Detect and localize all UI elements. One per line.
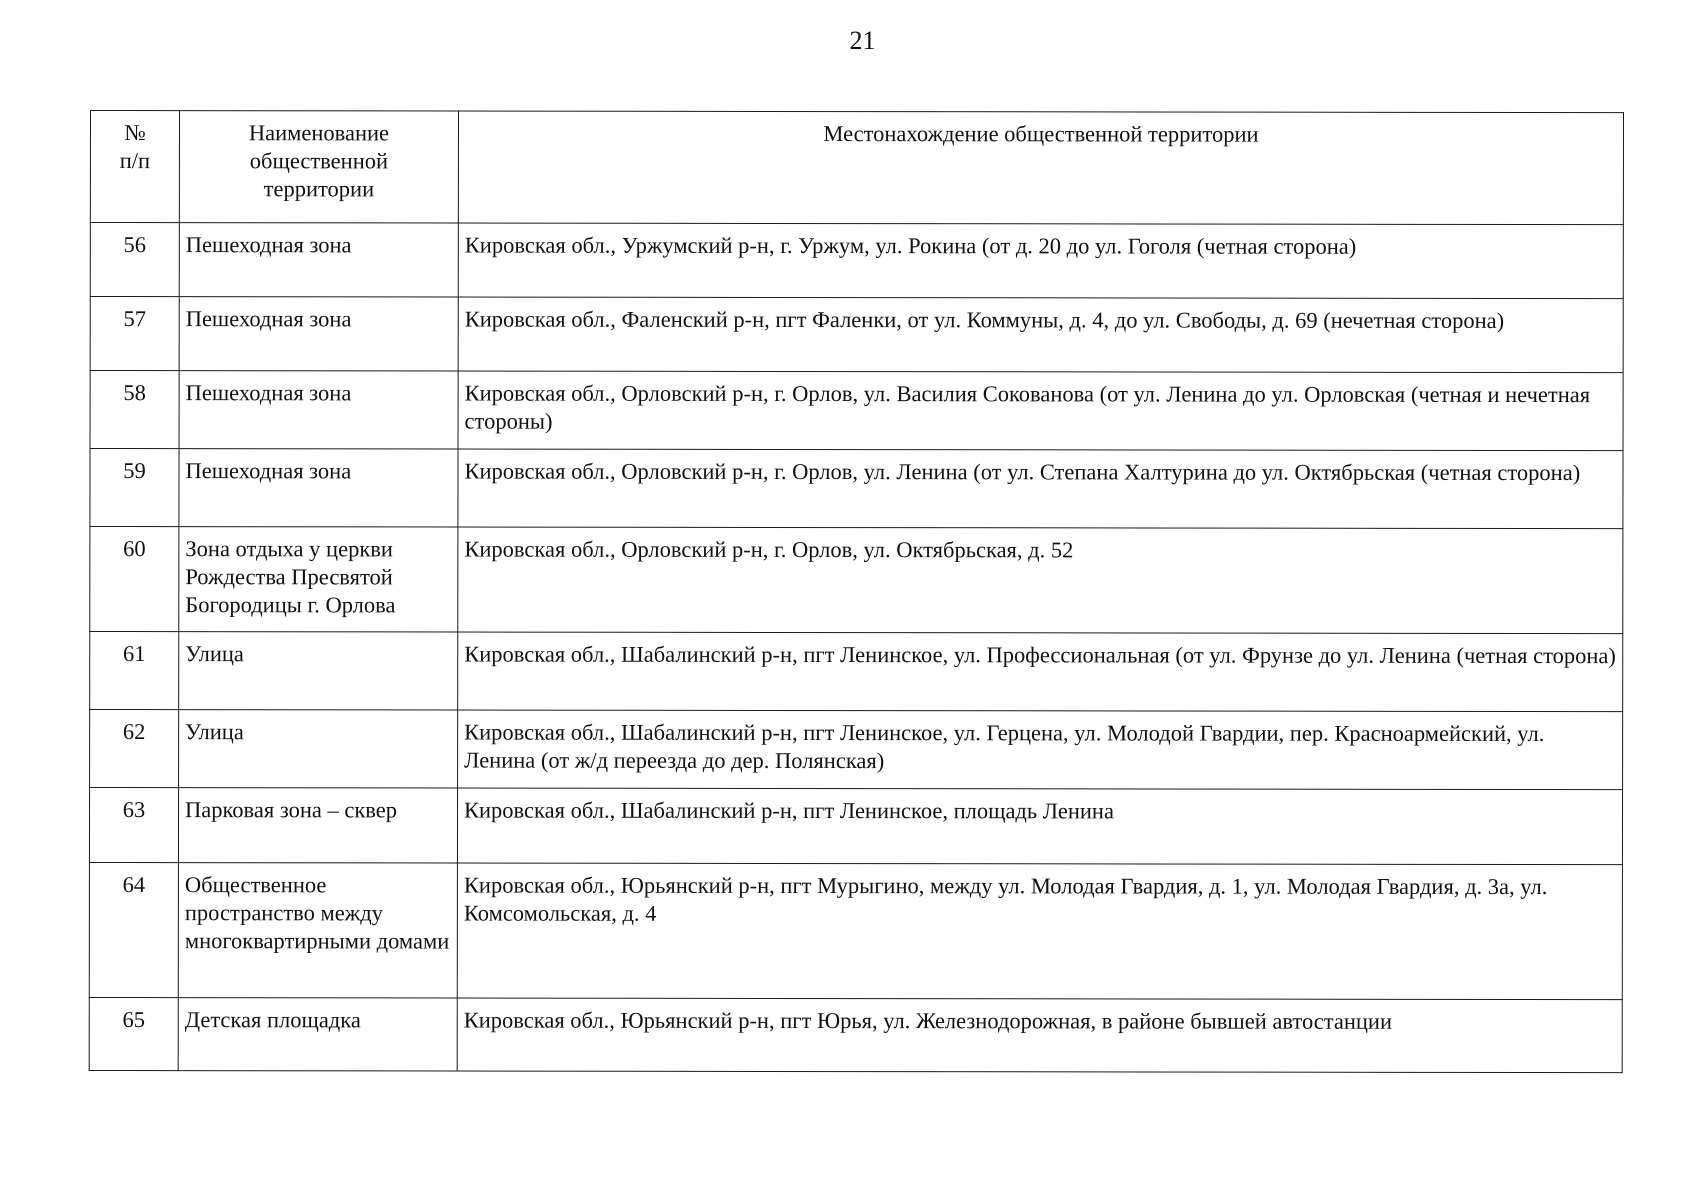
row-number: 58 bbox=[90, 371, 179, 449]
row-location: Кировская обл., Юрьянский р-н, пгт Мурыгино, между ул. Молодая Гвардия, д. 1, ул. Молодая Гвардия, д. 3а, ул. Комсомольская, д. 4 bbox=[457, 863, 1622, 1000]
row-number: 61 bbox=[90, 632, 179, 710]
row-location: Кировская обл., Орловский р-н, г. Орлов, ул. Василия Сокованова (от ул. Ленина до ул. Орловская (четная и нечетная стороны) bbox=[458, 371, 1623, 451]
table-row bbox=[90, 527, 1623, 634]
table-header-row bbox=[90, 111, 1623, 225]
row-name: Пешеходная зона bbox=[179, 297, 458, 371]
row-number: 59 bbox=[90, 449, 179, 527]
table-row bbox=[90, 297, 1623, 373]
header-location: Местонахождение общественной территории bbox=[458, 111, 1623, 225]
row-name: Зона отдыха у церкви Рождества Пресвятой Богородицы г. Орлова bbox=[179, 527, 458, 632]
row-location: Кировская обл., Орловский р-н, г. Орлов, ул. Октябрьская, д. 52 bbox=[458, 527, 1623, 634]
row-name: Улица bbox=[179, 632, 458, 710]
table-row bbox=[90, 632, 1623, 712]
row-location: Кировская обл., Юрьянский р-н, пгт Юрья, ул. Железнодорожная, в районе бывшей автостанции bbox=[457, 998, 1622, 1073]
table-row bbox=[90, 223, 1623, 299]
row-number: 65 bbox=[89, 997, 178, 1070]
row-name: Общественное пространство между многоквартирными домами bbox=[178, 863, 457, 998]
table-row bbox=[89, 788, 1622, 865]
row-location: Кировская обл., Фаленский р-н, пгт Фаленки, от ул. Коммуны, д. 4, до ул. Свободы, д. 69 (нечетная сторона) bbox=[458, 297, 1623, 373]
territory-table bbox=[89, 110, 1624, 1073]
row-name: Парковая зона – сквер bbox=[178, 788, 457, 863]
row-number: 63 bbox=[89, 788, 178, 863]
row-number: 60 bbox=[90, 527, 179, 632]
row-location: Кировская обл., Шабалинский р-н, пгт Ленинское, ул. Герцена, ул. Молодой Гвардии, пер. Красноармейский, ул. Ленина (от ж/д переезда до дер. Полянская) bbox=[458, 710, 1623, 790]
table-row bbox=[90, 449, 1623, 529]
row-name: Пешеходная зона bbox=[179, 371, 458, 449]
table-row bbox=[90, 371, 1623, 451]
row-name: Пешеходная зона bbox=[179, 223, 458, 297]
table-row bbox=[89, 997, 1622, 1072]
header-name: Наименование общественной территории bbox=[179, 111, 458, 223]
row-location: Кировская обл., Шабалинский р-н, пгт Ленинское, ул. Профессиональная (от ул. Фрунзе до ул. Ленина (четная сторона) bbox=[458, 632, 1623, 712]
row-number: 56 bbox=[90, 223, 179, 297]
row-location: Кировская обл., Шабалинский р-н, пгт Ленинское, площадь Ленина bbox=[457, 788, 1622, 865]
row-name: Улица bbox=[179, 710, 458, 788]
table-row bbox=[89, 862, 1622, 999]
row-number: 62 bbox=[90, 710, 179, 788]
header-number: № п/п bbox=[90, 111, 179, 223]
page-number: 21 bbox=[849, 26, 876, 55]
row-name: Пешеходная зона bbox=[179, 449, 458, 527]
table-row bbox=[90, 710, 1623, 790]
row-location: Кировская обл., Орловский р-н, г. Орлов, ул. Ленина (от ул. Степана Халтурина до ул. Октябрьская (четная сторона) bbox=[458, 449, 1623, 529]
row-location: Кировская обл., Уржумский р-н, г. Уржум, ул. Рокина (от д. 20 до ул. Гоголя (четная сторона) bbox=[458, 223, 1623, 299]
row-name: Детская площадка bbox=[178, 998, 457, 1071]
row-number: 64 bbox=[89, 862, 178, 997]
row-number: 57 bbox=[90, 297, 179, 371]
